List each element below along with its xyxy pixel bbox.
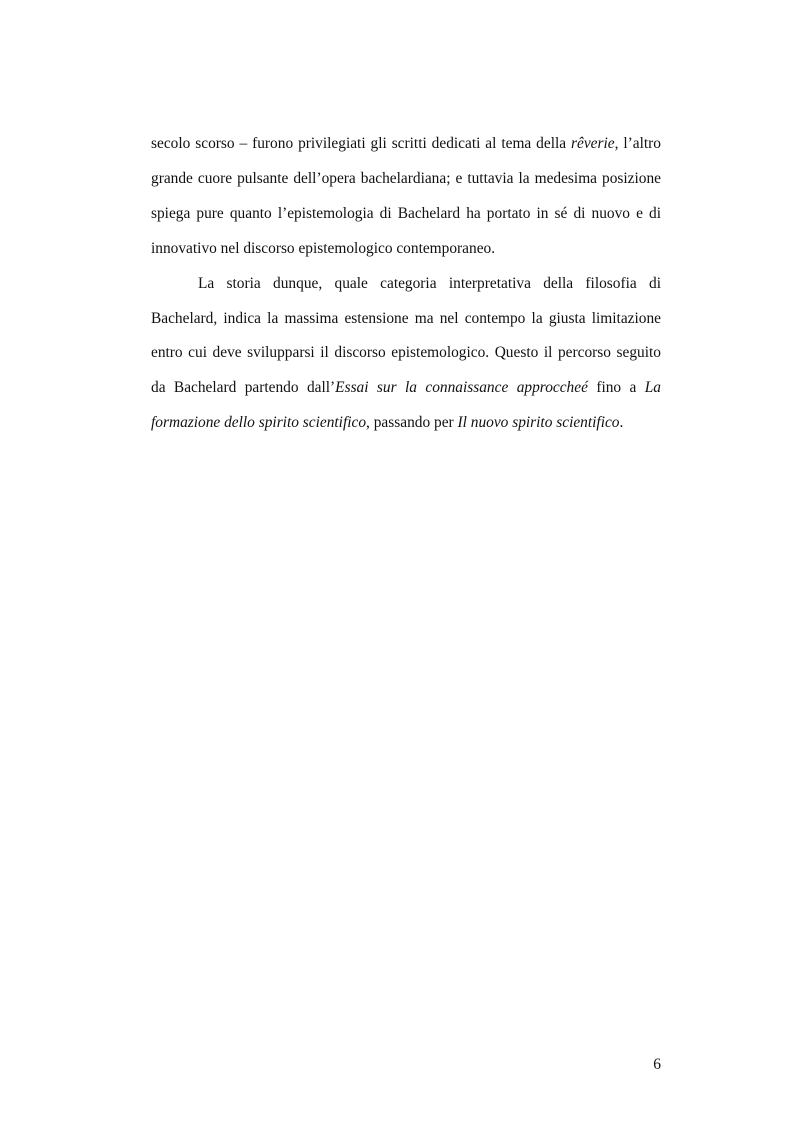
text-segment: fino a — [587, 379, 645, 397]
text-segment: , l’altro grande cuore pulsante dell’opera bachelardiana; e tuttavia la medesima posizione spiega pure quanto l’epistemologia di Bachelard ha portato in sé di nuovo e di innovativo nel discorso epistemologico contemporaneo. — [151, 135, 661, 257]
italic-term: rêverie — [571, 135, 615, 152]
paragraph-1 — [151, 127, 661, 267]
text-segment: secolo scorso – furono privilegiati gli scritti dedicati al tema della — [151, 135, 572, 152]
page-number: 6 — [653, 1056, 661, 1073]
text-segment: , passando per — [366, 414, 458, 432]
book-title: Il nuovo spirito scientifico — [457, 414, 620, 432]
text-segment: . — [619, 414, 624, 432]
paragraph-2 — [151, 267, 661, 442]
text-segment: La storia dunque, quale categoria interpretativa della filosofia di Bachelard, indica la massima estensione ma nel contempo la giusta limitazione entro cui deve svilupparsi il discorso epistemologico. Questo il percorso seguito da Bachelard partendo dall’ — [151, 274, 661, 397]
body-text — [151, 127, 661, 441]
book-title: Essai sur la connaissance approccheé — [335, 379, 588, 397]
book-title: La formazione dello spirito scientifico — [151, 379, 662, 432]
